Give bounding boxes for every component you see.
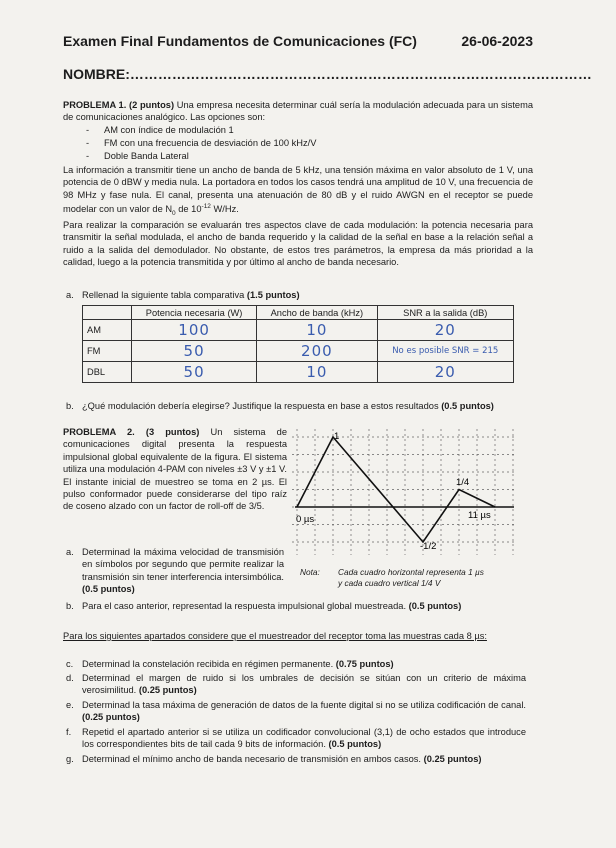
problem2-question-d: d. Determinad el margen de ruido si los umbrales de decisión se sitúan con un criterio de máxima verosimilitud. (0.25 puntos): [66, 673, 526, 696]
sampling-note: Para los siguientes apartados considere que el muestreador del receptor toma las muestras cada 8 µs:: [63, 631, 487, 641]
exam-title: Examen Final Fundamentos de Comunicaciones (FC): [63, 33, 417, 49]
exam-page: Examen Final Fundamentos de Comunicaciones (FC) 26-06-2023 NOMBRE:……………………………………………………………………………………… PROBLEMA 1. (2 puntos) Una empresa necesita determinar cuál sería la modulación adecuada para un sistema de comunicaciones analógico. Las opciones son: - AM con índice de modulación 1 - FM con una frecuencia de desviación de 100 kHz/V - Doble Banda Lateral La información a transmitir tiene un ancho de banda de 5 kHz, una tensión máxima en valor absoluto de 1 V, una potencia de 0 dBW y media nula. La portadora en todos los casos tendrá una amplitud de 10 V, una frecuencia de 98 MHz y fase nula. El canal, presenta una atenuación de 80 dB y el ruido AWGN en el receptor se puede modelar con un valor de $N_0$ de $10^{-12}$ W/Hz. Para realizar la comparación se evaluarán tres aspectos clave de cada modulación: la potencia necesaria para transmitir la señal modulada, el ancho de banda requerido y la calidad de la señal en base a la relación señal a ruido a la salida del demodulador. No obstante, de estos tres parámetros, la empresa da más prioridad a la calidad, luego a la potencia transmitida y por último al ancho de banda necesario. a. Rellenad la siguiente tabla comparativa (1.5 puntos) Potencia necesaria (W) Ancho de banda (kHz) SNR a la salida (dB) AM 100 10 20 FM 50 200 No es posible SNR = 215 DBL 50 10 20 b. ¿Qué modulación debería elegirse? Justifique la respuesta en base a estos resultados (0.5 puntos) PROBLEMA 2. (3 puntos) Un sistema de comunicaciones digital presenta la respuesta impulsional global equivalente de la figura. El sistema utiliza una modulación 4-PAM con niveles ±3 V y ±1 V. El instante inicial de muestreo se toma en 2 µs. El pulso conformador puede considerarse del tipo raíz de coseno alzado con un factor de roll-off de 3/5. 1 1/4 -1/2 0 µs 11 µs Nota: Cada cuadro horizontal representa 1 µs y cada cuadro vertical 1/4 V a. Determinad la máxima velocidad de transmisión en símbolos por segundo que permite realizar la transmisión sin tener interferencia intersimbólica. (0.5 puntos) b. Para el caso anterior, representad la respuesta impulsional global muestreada. (0.5 puntos) Para los siguientes apartados considere que el muestreador del receptor toma las muestras cada 8 µs: c. Determinad la constelación recibida en régimen permanente. (0.75 puntos) d. Determinad el margen de ruido si los umbrales de decisión se sitúan con un criterio de máxima verosimilitud. (0.25 puntos) e. Determinad la tasa máxima de generación de datos de la fuente digital si no se utiliza codificación de canal. (0.25 puntos) f. Repetid el apartado anterior si se utiliza un codificador convolucional (3,1) de ocho estados que introduce los correspondientes bits de tail cada 9 bits de información. (0.5 puntos) g. Determinad el mínimo ancho de banda necesario de transmisión en ambos casos. (0.25 puntos): [63, 33, 592, 764]
table-row: FM 50 200 No es posible SNR = 215: [83, 341, 514, 362]
problem1-paragraph2: Para realizar la comparación se evaluarán tres aspectos clave de cada modulación: la potencia necesaria para transmitir la señal modulada, el ancho de banda requerido y la calidad de la señal en base a la relación señal a ruido a la salida del demodulador. No obstante, de estos tres parámetros, la empresa da más prioridad a la calidad, luego a la potencia transmitida y por último al ancho de banda necesario.: [63, 220, 533, 268]
impulse-response-figure: [292, 425, 514, 560]
handwritten-answer: 100: [132, 320, 257, 341]
exam-header: [63, 33, 533, 49]
end-time-label: 11 µs: [468, 510, 491, 521]
problem2-question-c: c. Determinad la constelación recibida en régimen permanente. (0.75 puntos): [66, 659, 394, 669]
problem1-paragraph1: La información a transmitir tiene un ancho de banda de 5 kHz, una tensión máxima en valor absoluto de 1 V, una potencia de 0 dBW y media nula. La portadora en todos los casos tendrá una amplitud de 10 V, una frecuencia de 98 MHz y fase nula. El canal, presenta una atenuación de 80 dB y el ruido AWGN en el receptor se puede modelar con un valor de $N_0$ de $10^{-12}$ W/Hz.: [63, 165, 533, 218]
table-row: DBL 50 10 20: [83, 362, 514, 383]
impulse-response-curve: [297, 437, 495, 542]
handwritten-answer: 10: [257, 362, 377, 383]
problem1-option: - Doble Banda Lateral: [86, 151, 189, 161]
table-header-row: [83, 306, 514, 320]
quarter-label: 1/4: [456, 477, 470, 488]
problem2-question-b: b. Para el caso anterior, representad la respuesta impulsional global muestreada. (0.5 puntos): [66, 601, 462, 611]
problem1-option: - FM con una frecuencia de desviación de 100 kHz/V: [86, 138, 317, 148]
handwritten-answer: No es posible SNR = 215: [377, 341, 513, 362]
start-time-label: 0 µs: [296, 514, 315, 525]
figure-grid: [292, 429, 514, 555]
table-header: SNR a la salida (dB): [377, 306, 513, 320]
table-header: Potencia necesaria (W): [132, 306, 257, 320]
handwritten-answer: 20: [377, 362, 513, 383]
negative-label: -1/2: [420, 541, 437, 552]
problem1-title: PROBLEMA 1. (2 puntos): [63, 100, 175, 110]
table-row: AM 100 10 20: [83, 320, 514, 341]
problem2-title: PROBLEMA 2. (3 puntos): [63, 427, 200, 437]
comparison-table: [82, 305, 514, 383]
handwritten-answer: 200: [257, 341, 377, 362]
peak-label: 1: [334, 431, 340, 442]
problem1-question-a: a. Rellenad la siguiente tabla comparativa (1.5 puntos): [66, 290, 300, 300]
handwritten-answer: 50: [132, 362, 257, 383]
problem2-question-a: a. Determinad la máxima velocidad de transmisión en símbolos por segundo que permite realizar la transmisión sin tener interferencia intersimbólica. (0.5 puntos): [66, 547, 284, 595]
problem2-question-g: g. Determinad el mínimo ancho de banda necesario de transmisión en ambos casos. (0.25 puntos): [66, 754, 482, 764]
handwritten-answer: 50: [132, 341, 257, 362]
problem2-intro: PROBLEMA 2. (3 puntos) Un sistema de comunicaciones digital presenta la respuesta impulsional global equivalente de la figura. El sistema utiliza una modulación 4-PAM con niveles ±3 V y ±1 V. El instante inicial de muestreo se toma en 2 µs. El pulso conformador puede considerarse del tipo raíz de coseno alzado con un factor de roll-off de 3/5.: [63, 427, 287, 512]
problem1-option: - AM con índice de modulación 1: [86, 125, 234, 135]
handwritten-answer: 10: [257, 320, 377, 341]
handwritten-answer: 20: [377, 320, 513, 341]
problem2-question-f: f. Repetid el apartado anterior si se utiliza un codificador convolucional (3,1) de ocho estados que introduce los correspondientes bits de tail cada 9 bits de información. (0.5 puntos): [66, 727, 526, 750]
problem2-question-e: e. Determinad la tasa máxima de generación de datos de la fuente digital si no se utiliza codificación de canal. (0.25 puntos): [66, 700, 526, 723]
table-header: Ancho de banda (kHz): [257, 306, 377, 320]
problem1-question-b: b. ¿Qué modulación debería elegirse? Justifique la respuesta en base a estos resultados (0.5 puntos): [66, 401, 494, 411]
problem1-intro: PROBLEMA 1. (2 puntos) Una empresa necesita determinar cuál sería la modulación adecuada para un sistema de comunicaciones analógico. Las opciones son:: [63, 100, 534, 123]
exam-date: 26-06-2023: [461, 33, 533, 49]
name-line: NOMBRE:………………………………………………………………………………………: [63, 66, 592, 82]
